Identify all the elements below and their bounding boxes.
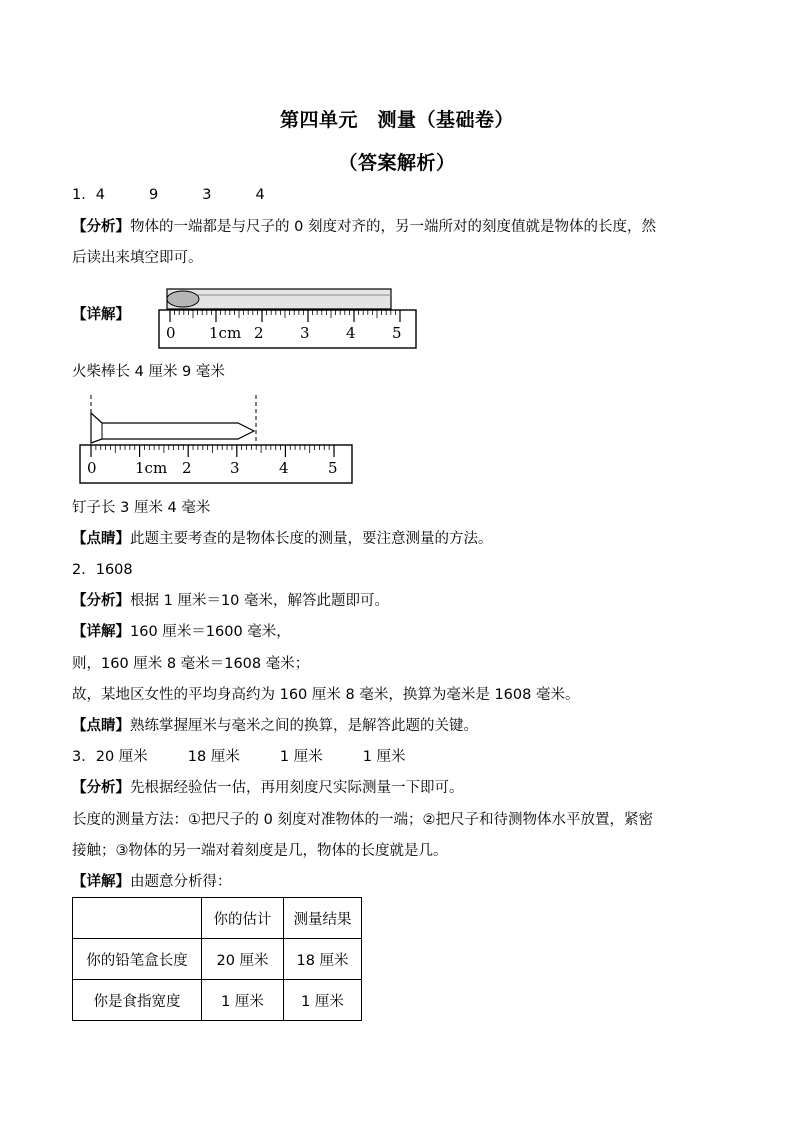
table-cell: 1 厘米: [284, 980, 362, 1021]
q2-analysis: 【分析】根据 1 厘米＝10 毫米，解答此题即可。: [72, 593, 390, 609]
q2-tip: 【点睛】熟练掌握厘米与毫米之间的换算，是解答此题的关键。: [72, 718, 478, 734]
analysis-tag: 【分析】: [72, 219, 130, 235]
page-title: 第四单元 测量（基础卷）: [279, 109, 514, 131]
table-cell: 18 厘米: [284, 939, 362, 980]
ruler-label-0: 0: [87, 459, 97, 477]
q3-answer-3: 1 厘米: [279, 749, 323, 765]
q2-detail: 【详解】160 厘米＝1600 毫米，: [72, 624, 291, 640]
matchstick-body: [167, 289, 391, 309]
nail-shape: [91, 413, 254, 443]
q2-answer-line: [72, 560, 133, 580]
q1-number: 1．: [72, 187, 96, 203]
q2-answer: 1608: [95, 562, 133, 578]
ruler-label-5: 5: [328, 459, 338, 477]
q1-analysis: 【分析】物体的一端都是与尺子的 0 刻度对齐的，另一端所对的刻度值就是物体的长度，然: [72, 219, 656, 235]
q1-answer-line: [72, 185, 265, 205]
ruler-label-1cm: 1cm: [209, 324, 242, 342]
ruler-body: [80, 445, 352, 483]
ruler-label-3: 3: [300, 324, 310, 342]
ruler-label-5: 5: [392, 324, 402, 342]
q1-answer-4: 4: [255, 187, 265, 203]
ruler-body: [159, 310, 416, 348]
nail-ruler-svg: [78, 393, 358, 485]
q1-analysis-cont: 后读出来填空即可。: [72, 250, 203, 266]
page-subtitle: （答案解析）: [338, 152, 456, 174]
q1-answer-1: 4: [95, 187, 105, 203]
q1-detail-tag: 【详解】: [72, 307, 130, 323]
table-cell: 你是食指宽度: [73, 980, 202, 1021]
table-row: [73, 980, 362, 1021]
q3-answer-4: 1 厘米: [362, 749, 406, 765]
q3-answer-line: [72, 747, 406, 767]
ruler-label-4: 4: [279, 459, 289, 477]
nail-ruler-figure: [78, 393, 358, 485]
q3-method-1: 长度的测量方法：①把尺子的 0 刻度对准物体的一端；②把尺子和待测物体水平放置，紧密: [72, 812, 653, 828]
ruler-label-3: 3: [230, 459, 240, 477]
q3-answer-2: 18 厘米: [187, 749, 240, 765]
q1-answer-2: 9: [148, 187, 159, 203]
ruler-label-0: 0: [166, 324, 176, 342]
match-result: 火柴棒长 4 厘米 9 毫米: [72, 364, 225, 380]
q1-answer-3: 3: [202, 187, 212, 203]
table-cell: 你的铅笔盒长度: [73, 939, 202, 980]
table-header-row: [73, 898, 362, 939]
table-cell: 20 厘米: [202, 939, 284, 980]
ruler-label-4: 4: [346, 324, 356, 342]
table-header-cell: [73, 898, 202, 939]
q1-tip: 【点睛】此题主要考查的是物体长度的测量，要注意测量的方法。: [72, 531, 493, 547]
q3-number: 3．: [72, 749, 96, 765]
q2-line3: 故，某地区女性的平均身高约为 160 厘米 8 毫米，换算为毫米是 1608 毫米。: [72, 687, 580, 703]
q2-line2: 则，160 厘米 8 毫米＝1608 毫米；: [72, 656, 310, 672]
ruler-label-2: 2: [254, 324, 264, 342]
measurement-table: [72, 897, 362, 1021]
ruler-label-1cm: 1cm: [135, 459, 168, 477]
match-ruler-figure: [157, 286, 419, 350]
table-row: [73, 939, 362, 980]
q3-method-2: 接触；③物体的另一端对着刻度是几，物体的长度就是几。: [72, 843, 448, 859]
q3-detail: 【详解】由题意分析得：: [72, 874, 232, 890]
q2-number: 2．: [72, 562, 96, 578]
match-ruler-svg: [157, 286, 419, 350]
nail-result: 钉子长 3 厘米 4 毫米: [72, 500, 211, 516]
table-header-cell: 测量结果: [284, 898, 362, 939]
ruler-label-2: 2: [182, 459, 192, 477]
matchstick-head: [167, 291, 199, 307]
q3-answer-1: 20 厘米: [95, 749, 148, 765]
table-header-cell: 你的估计: [202, 898, 284, 939]
table-cell: 1 厘米: [202, 980, 284, 1021]
q3-analysis: 【分析】先根据经验估一估，再用刻度尺实际测量一下即可。: [72, 780, 464, 796]
